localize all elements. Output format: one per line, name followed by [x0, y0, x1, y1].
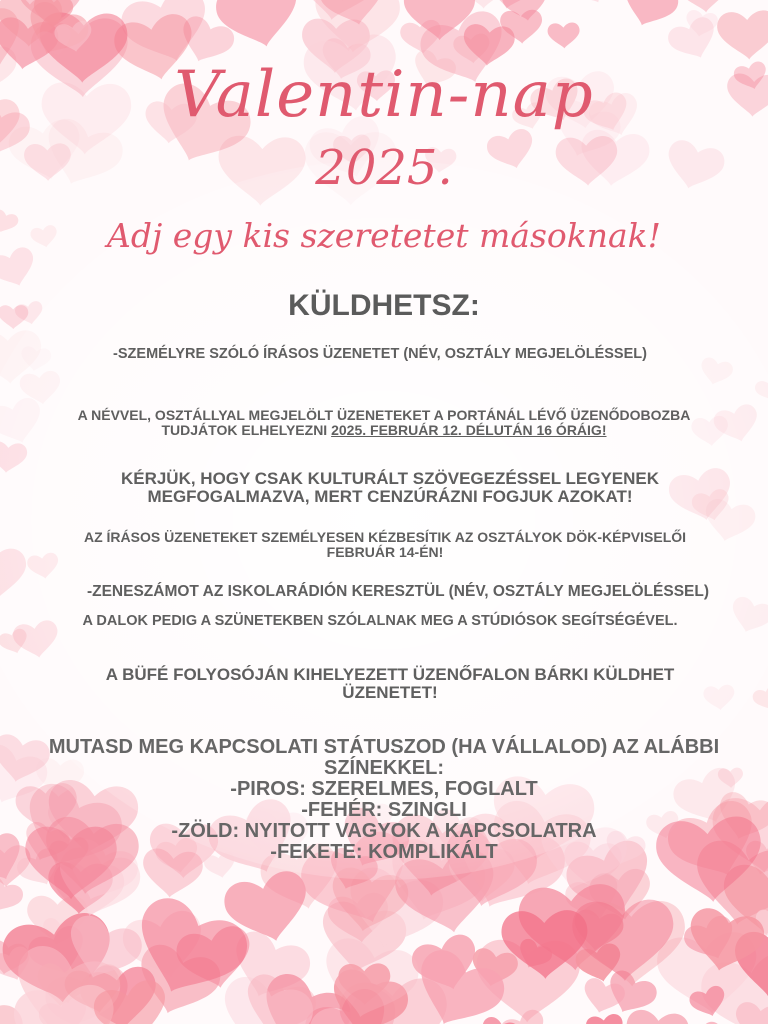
status-intro-line2: SZÍNEKKEL: [324, 757, 444, 779]
status-item-white: -FEHÉR: SZINGLI [301, 799, 467, 821]
censorship-line1: KÉRJÜK, HOGY CSAK KULTURÁLT SZÖVEGEZÉSSEL LEGYENEK [120, 469, 660, 488]
title-year: 2025. [315, 140, 453, 196]
relationship-status-section [0, 737, 768, 863]
status-item-green: -ZÖLD: NYITOTT VAGYOK A KAPCSOLATRA [171, 820, 597, 842]
title-valentin-nap: Valentin-nap [174, 58, 594, 132]
paragraph-songs-played: A DALOK PEDIG A SZÜNETEKBEN SZÓLALNAK MEG A STÚDIÓSOK SEGÍTSÉGÉVEL. [82, 613, 678, 629]
heading-kuldhetsz: KÜLDHETSZ: [288, 289, 480, 322]
paragraph-delivery [30, 530, 740, 559]
message-wall-line2: ÜZENETET! [342, 682, 438, 702]
paragraph-censorship [40, 470, 740, 506]
paragraph-song-request: -ZENESZÁMOT AZ ISKOLARÁDIÓN KERESZTÜL (NÉV, OSZTÁLY MEGJELÖLÉSSEL) [86, 583, 710, 600]
message-box-line2 [18, 423, 750, 438]
delivery-line2: FEBRUÁR 14-ÉN! [326, 543, 444, 560]
delivery-line1: AZ ÍRÁSOS ÜZENETEKET SZEMÉLYESEN KÉZBESÍTIK AZ OSZTÁLYOK DÖK-KÉPVISELŐI [83, 529, 687, 545]
message-box-line1: A NÉVVEL, OSZTÁLLYAL MEGJELÖLT ÜZENETEKET A PORTÁNÁL LÉVŐ ÜZENŐDOBOZBA [77, 407, 691, 423]
status-item-black: -FEKETE: KOMPLIKÁLT [270, 841, 498, 863]
deadline-text: 2025. FEBRUÁR 12. DÉLUTÁN 16 ÓRÁIG! [331, 421, 607, 438]
paragraph-written-message: -SZEMÉLYRE SZÓLÓ ÍRÁSOS ÜZENETET (NÉV, OSZTÁLY MEGJELÖLÉSSEL) [113, 346, 647, 362]
paragraph-message-box [18, 408, 750, 437]
paragraph-message-wall [50, 666, 730, 702]
status-intro-line1: MUTASD MEG KAPCSOLATI STÁTUSZOD (HA VÁLLALOD) AZ ALÁBBI [48, 736, 720, 758]
status-item-red: -PIROS: SZERELMES, FOGLALT [230, 778, 538, 800]
message-box-line2-text: TUDJÁTOK ELHELYEZNI [161, 421, 332, 438]
censorship-line2: MEGFOGALMAZVA, MERT CENZÚRÁZNI FOGJUK AZOKAT! [147, 486, 633, 506]
tagline: Adj egy kis szeretetet másoknak! [107, 216, 661, 255]
message-wall-line1: A BÜFÉ FOLYOSÓJÁN KIHELYEZETT ÜZENŐFALON BÁRKI KÜLDHET [105, 665, 675, 684]
